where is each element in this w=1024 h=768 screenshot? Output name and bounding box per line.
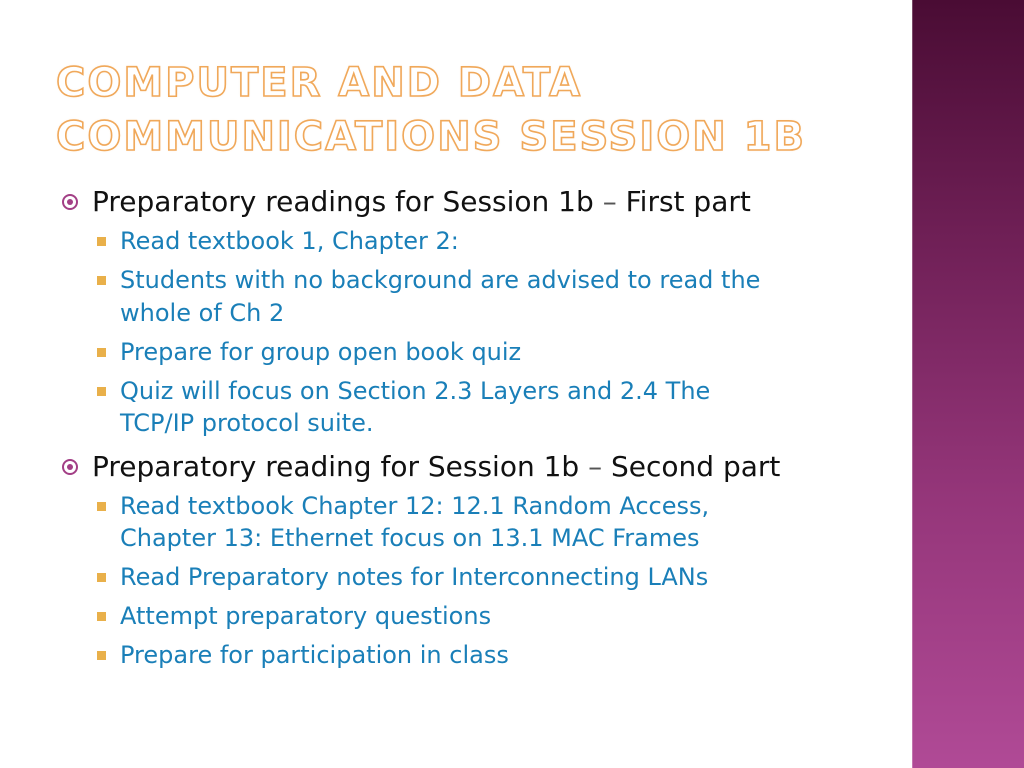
second-part-items xyxy=(60,490,890,672)
bullet-content xyxy=(60,183,890,680)
decorative-sidebar xyxy=(912,0,1024,768)
list-item xyxy=(60,600,890,633)
section-heading-main: Preparatory readings for Session 1b xyxy=(92,185,594,218)
list-item-text: Quiz will focus on Section 2.3 Layers and 2.4 The xyxy=(120,376,711,405)
square-bullet-icon xyxy=(97,502,106,511)
square-bullet-icon xyxy=(97,348,106,357)
list-item-text: Students with no background are advised to read the xyxy=(120,266,761,294)
list-item xyxy=(60,490,890,555)
square-bullet-icon xyxy=(97,573,106,582)
circle-dot-bullet-icon xyxy=(62,194,78,210)
title-line-1: COMPUTER AND DATA xyxy=(56,60,583,106)
list-item-text: Attempt preparatory questions xyxy=(120,602,492,630)
square-bullet-icon xyxy=(97,237,106,246)
section-heading-separator: – xyxy=(588,449,603,483)
section-heading-second-part xyxy=(60,448,890,486)
list-item xyxy=(60,264,890,329)
section-heading-separator: – xyxy=(602,185,617,218)
list-item-text: Read textbook Chapter 12: 12.1 Random Access, xyxy=(120,491,710,520)
title-line-2: COMMUNICATIONS SESSION 1B xyxy=(56,114,806,160)
list-item-text: Read textbook 1, Chapter 2: xyxy=(120,227,459,255)
square-bullet-icon xyxy=(97,612,106,621)
first-part-items xyxy=(60,225,890,440)
list-item xyxy=(60,225,890,258)
list-item xyxy=(60,336,890,369)
list-item-text-continued: TCP/IP protocol suite. xyxy=(120,409,374,437)
list-item-text-continued: Chapter 13: Ethernet focus on 13.1 MAC Frames xyxy=(120,524,700,552)
list-item-text: Prepare for group open book quiz xyxy=(120,337,522,366)
list-item xyxy=(60,639,890,672)
section-heading-tail: First part xyxy=(625,185,751,218)
slide-title xyxy=(56,56,896,164)
list-item-text: Prepare for participation in class xyxy=(120,641,509,669)
list-item xyxy=(60,375,890,440)
section-heading-main: Preparatory reading for Session 1b xyxy=(92,449,580,483)
list-item-text: Read Preparatory notes for Interconnecting LANs xyxy=(120,563,709,591)
list-item xyxy=(60,561,890,594)
square-bullet-icon xyxy=(97,651,106,660)
square-bullet-icon xyxy=(97,387,106,396)
section-heading-tail: Second part xyxy=(611,449,781,483)
square-bullet-icon xyxy=(97,276,106,285)
circle-dot-bullet-icon xyxy=(62,459,78,475)
list-item-text-continued: whole of Ch 2 xyxy=(120,298,285,327)
section-heading-first-part xyxy=(60,183,890,221)
